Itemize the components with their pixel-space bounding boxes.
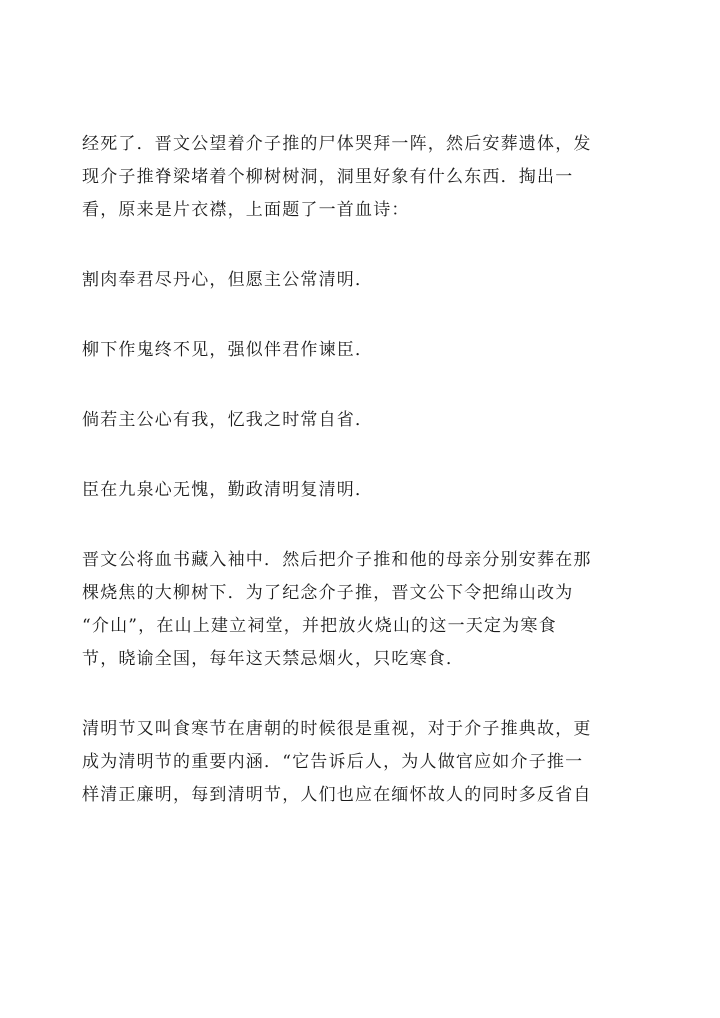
text-line: 经死了．晋文公望着介子推的尸体哭拜一阵，然后安葬遗体，发 [82,134,592,154]
paragraph-gap [82,297,642,334]
text-line: 棵烧焦的大柳树下．为了纪念介子推，晋文公下令把绵山改为 [82,583,574,603]
paragraph-gap [82,437,642,474]
paragraph-gap [82,676,642,713]
text-line: 晋文公将血书藏入袖中．然后把介子推和他的母亲分别安葬在那 [82,550,592,570]
text-line: 现介子推脊梁堵着个柳树树洞，洞里好象有什么东西．掏出一 [82,167,574,187]
text-line: 臣在九泉心无愧，勤政清明复清明． [82,480,374,500]
poem-line-3 [82,404,642,437]
text-line: 样清正廉明，每到清明节，人们也应在缅怀故人的同时多反省自 [82,785,592,805]
paragraph-gap [82,507,642,544]
paragraph-gap [82,227,642,264]
paragraph-burial [82,544,642,676]
text-line: 倘若主公心有我，忆我之时常自省． [82,410,374,430]
text-line: 清明节又叫食寒节在唐朝的时候很是重视，对于介子推典故，更 [82,719,592,739]
text-line: 节，晓谕全国，每年这天禁忌烟火，只吃寒食． [82,649,465,669]
document-body [82,128,642,812]
text-line: 割肉奉君尽丹心，但愿主公常清明． [82,270,374,290]
text-line: “介山”，在山上建立祠堂，并把放火烧山的这一天定为寒食 [82,616,557,636]
paragraph-poem-intro [82,128,642,227]
paragraph-qingming [82,713,642,812]
poem-line-4 [82,474,642,507]
poem-line-1 [82,264,642,297]
poem-line-2 [82,334,642,367]
text-line: 成为清明节的重要内涵．“它告诉后人，为人做官应如介子推一 [82,752,584,772]
text-line: 看，原来是片衣襟，上面题了一首血诗： [82,200,410,220]
text-line: 柳下作鬼终不见，强似伴君作谏臣． [82,340,374,360]
paragraph-gap [82,367,642,404]
